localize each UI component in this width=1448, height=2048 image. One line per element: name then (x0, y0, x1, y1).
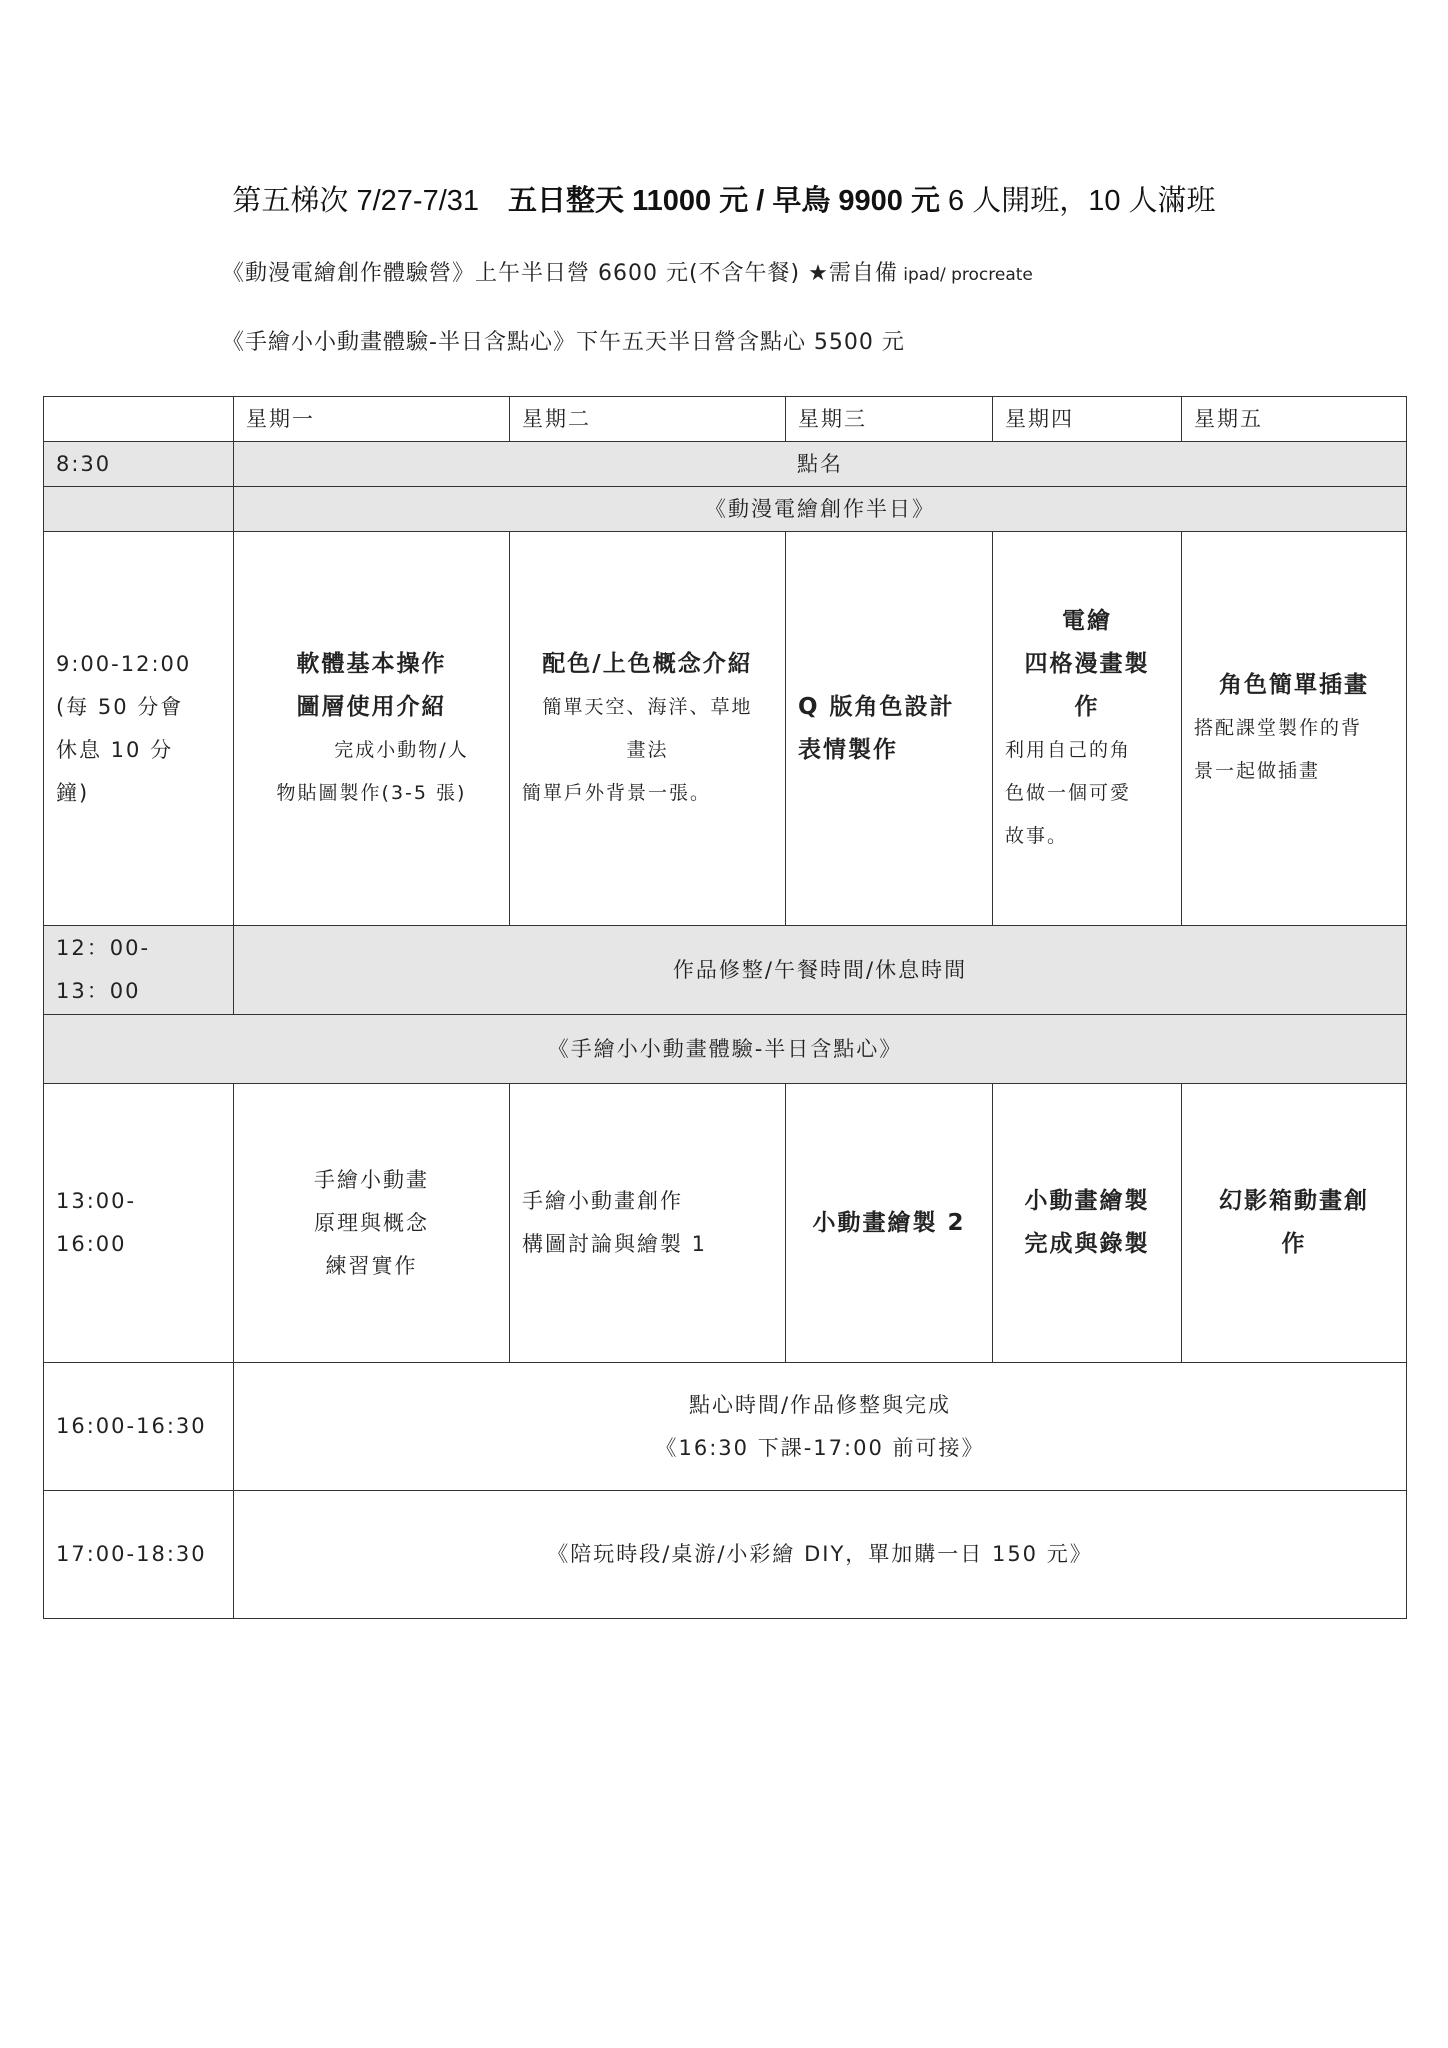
morning-section-title: 《動漫電繪創作半日》 (234, 487, 1407, 532)
section-row (44, 487, 1407, 532)
morning-fri-cell: 角色簡單插畫 搭配課堂製作的背 景一起做插畫 (1182, 532, 1407, 926)
table-row (44, 1363, 1407, 1491)
day-header-fri: 星期五 (1182, 397, 1407, 442)
device-requirement: ipad/ procreate (897, 265, 1033, 285)
section-row (44, 1015, 1407, 1084)
lunch-cell: 作品修整/午餐時間/休息時間 (234, 926, 1407, 1015)
morning-tue-cell: 配色/上色概念介紹 簡單天空、海洋、草地 畫法 簡單戶外背景一張。 (510, 532, 786, 926)
afternoon-mon-cell: 手繪小動畫 原理與概念 練習實作 (234, 1084, 510, 1363)
class-size-info: 6 人開班，10 人滿班 (940, 185, 1216, 217)
header-line-1 (0, 178, 1448, 219)
batch-dates: 第五梯次 7/27-7/31 (232, 185, 509, 217)
day-header-tue: 星期二 (510, 397, 786, 442)
morning-time-cell: 9:00-12:00 (每 50 分會 休息 10 分 鐘) (44, 532, 234, 926)
table-row (44, 532, 1407, 926)
play-time-cell: 17:00-18:30 (44, 1491, 234, 1619)
afternoon-thu-cell: 小動畫繪製 完成與錄製 (993, 1084, 1182, 1363)
play-cell: 《陪玩時段/桌游/小彩繪 DIY，單加購一日 150 元》 (234, 1491, 1407, 1619)
empty-time-cell (44, 487, 234, 532)
day-header-wed: 星期三 (786, 397, 993, 442)
table-row (44, 1084, 1407, 1363)
header-line-3 (222, 325, 905, 356)
morning-mon-cell: 軟體基本操作 圖層使用介紹 完成小動物/人 物貼圖製作(3-5 張) (234, 532, 510, 926)
corner-cell (44, 397, 234, 442)
day-header-thu: 星期四 (993, 397, 1182, 442)
afternoon-time-cell: 13:00- 16:00 (44, 1084, 234, 1363)
day-header-mon: 星期一 (234, 397, 510, 442)
afternoon-wed-cell: 小動畫繪製 2 (786, 1084, 993, 1363)
table-row (44, 1491, 1407, 1619)
table-row (44, 442, 1407, 487)
price-info: 五日整天 11000 元 / 早鳥 9900 元 (508, 185, 940, 217)
lunch-time-cell: 12：00- 13：00 (44, 926, 234, 1015)
afternoon-camp-info: 《手繪小小動畫體驗-半日含點心》下午五天半日營含點心 5500 元 (222, 330, 905, 355)
afternoon-fri-cell: 幻影箱動畫創 作 (1182, 1084, 1407, 1363)
schedule-table (43, 396, 1407, 1619)
header-line-2 (222, 256, 1033, 287)
snack-time-cell: 16:00-16:30 (44, 1363, 234, 1491)
morning-wed-cell: Q 版角色設計 表情製作 (786, 532, 993, 926)
time-cell: 8:30 (44, 442, 234, 487)
morning-thu-cell: 電繪 四格漫畫製 作 利用自己的角 色做一個可愛 故事。 (993, 532, 1182, 926)
morning-camp-info: 《動漫電繪創作體驗營》上午半日營 6600 元(不含午餐) ★需自備 (222, 261, 898, 286)
roll-call-cell: 點名 (234, 442, 1407, 487)
afternoon-section-title: 《手繪小小動畫體驗-半日含點心》 (44, 1015, 1407, 1084)
table-row (44, 926, 1407, 1015)
afternoon-tue-cell: 手繪小動畫創作 構圖討論與繪製 1 (510, 1084, 786, 1363)
table-header-row (44, 397, 1407, 442)
snack-cell: 點心時間/作品修整與完成 《16:30 下課-17:00 前可接》 (234, 1363, 1407, 1491)
